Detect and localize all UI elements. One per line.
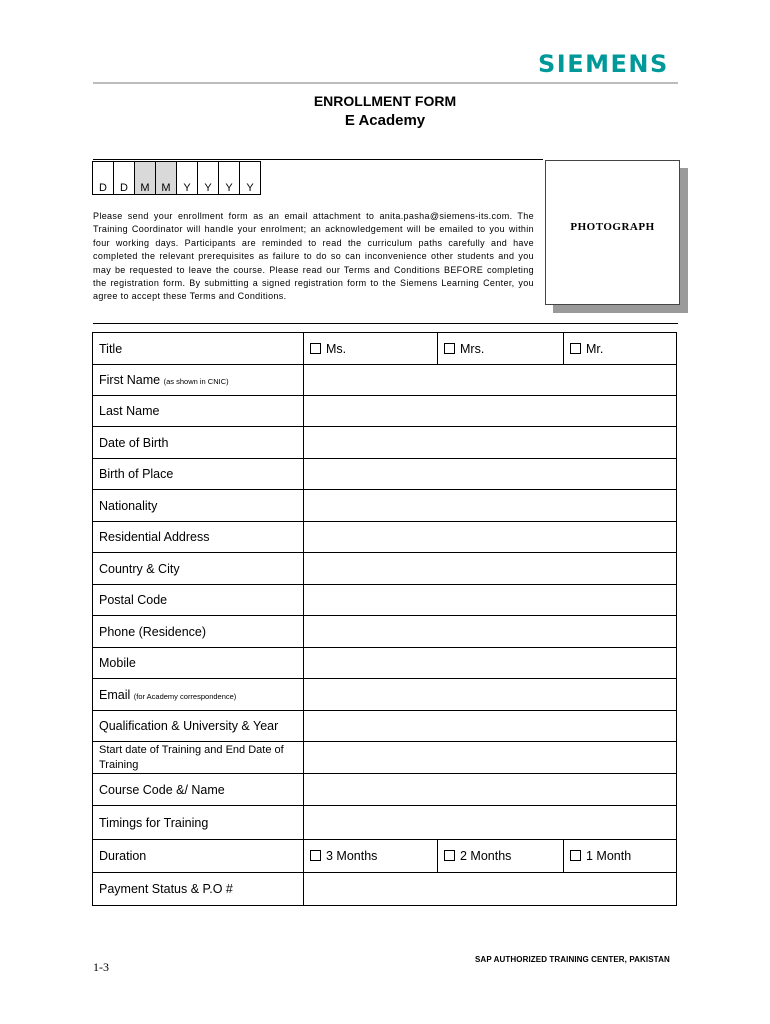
course-label: Course Code &/ Name: [93, 774, 304, 806]
label-note: (for Academy correspondence): [133, 691, 237, 701]
footer-text: SAP AUTHORIZED TRAINING CENTER, PAKISTAN: [475, 955, 670, 964]
training-dates-label: Start date of Training and End Date of Training: [93, 742, 304, 774]
date-cell[interactable]: [240, 162, 261, 179]
last-name-label: Last Name: [93, 396, 304, 427]
title-option-ms[interactable]: [304, 333, 438, 365]
date-label-d: D: [93, 178, 114, 195]
timings-field[interactable]: [304, 806, 677, 840]
checkbox-icon[interactable]: [444, 343, 455, 354]
checkbox-icon[interactable]: [310, 343, 321, 354]
table-row: [93, 585, 677, 616]
mobile-field[interactable]: [304, 648, 677, 679]
country-city-field[interactable]: [304, 553, 677, 585]
date-label-y: Y: [177, 178, 198, 195]
birth-place-field[interactable]: [304, 459, 677, 490]
option-label: Mrs.: [460, 341, 485, 356]
date-cell[interactable]: [198, 162, 219, 179]
nationality-field[interactable]: [304, 490, 677, 522]
label-text: Email: [99, 687, 131, 702]
table-row: [93, 679, 677, 711]
date-label-y: Y: [219, 178, 240, 195]
table-row: [93, 840, 677, 873]
section-rule: [93, 323, 678, 324]
title-option-mr[interactable]: [564, 333, 677, 365]
table-row: [93, 522, 677, 553]
checkbox-icon[interactable]: [444, 850, 455, 861]
dob-field[interactable]: [304, 427, 677, 459]
postal-code-field[interactable]: [304, 585, 677, 616]
duration-option-3-months[interactable]: [304, 840, 438, 873]
payment-label: Payment Status & P.O #: [93, 873, 304, 906]
mobile-label: Mobile: [93, 648, 304, 679]
header-rule: [93, 82, 678, 84]
qualification-field[interactable]: [304, 711, 677, 742]
option-label: Ms.: [326, 341, 347, 356]
option-label: 2 Months: [460, 849, 512, 863]
date-cell[interactable]: [93, 162, 114, 179]
table-row: [93, 774, 677, 806]
table-row: [93, 427, 677, 459]
table-row: [93, 333, 677, 365]
label-note: (as shown in CNIC): [163, 377, 229, 386]
label-text: First Name: [99, 373, 161, 387]
date-label-y: Y: [198, 178, 219, 195]
table-row: [93, 616, 677, 648]
table-row: [93, 648, 677, 679]
date-cell[interactable]: [219, 162, 240, 179]
date-rule: [93, 159, 543, 160]
duration-option-1-month[interactable]: [564, 840, 677, 873]
training-dates-field[interactable]: [304, 742, 677, 774]
date-cell[interactable]: [135, 162, 156, 179]
country-city-label: Country & City: [93, 553, 304, 585]
date-field[interactable]: [92, 161, 261, 195]
email-field[interactable]: [304, 679, 677, 711]
address-label: Residential Address: [93, 522, 304, 553]
checkbox-icon[interactable]: [570, 343, 581, 354]
table-row: [93, 396, 677, 427]
duration-option-2-months[interactable]: [438, 840, 564, 873]
form-title: ENROLLMENT FORM: [313, 93, 457, 109]
date-label-y: Y: [240, 178, 261, 195]
course-field[interactable]: [304, 774, 677, 806]
phone-field[interactable]: [304, 616, 677, 648]
photograph-label: PHOTOGRAPH: [570, 221, 655, 233]
date-label-d: D: [114, 178, 135, 195]
siemens-logo: SIEMENS: [538, 50, 669, 78]
option-label: 3 Months: [326, 849, 378, 863]
form-subtitle: E Academy: [344, 112, 426, 129]
date-label-m: M: [156, 178, 177, 195]
first-name-label: [93, 365, 304, 396]
qualification-label: Qualification & University & Year: [93, 711, 304, 742]
form-title-block: [0, 91, 770, 131]
dob-label: Date of Birth: [93, 427, 304, 459]
table-row: [93, 365, 677, 396]
table-row: [93, 873, 677, 906]
birth-place-label: Birth of Place: [93, 459, 304, 490]
table-row: [93, 711, 677, 742]
date-cell[interactable]: [177, 162, 198, 179]
date-cell[interactable]: [156, 162, 177, 179]
enrollment-table: [92, 332, 677, 906]
timings-label: Timings for Training: [93, 806, 304, 840]
photograph-box[interactable]: [545, 160, 680, 305]
address-field[interactable]: [304, 522, 677, 553]
title-option-mrs[interactable]: [438, 333, 564, 365]
table-row: [93, 806, 677, 840]
duration-label: Duration: [93, 840, 304, 873]
page-number: 1-3: [93, 960, 109, 974]
email-label: [93, 679, 304, 711]
checkbox-icon[interactable]: [570, 850, 581, 861]
option-label: Mr.: [586, 341, 604, 356]
title-label: Title: [93, 333, 304, 365]
date-cell[interactable]: [114, 162, 135, 179]
instructions-paragraph: Please send your enrollment form as an email attachment to anita.pasha@siemens-its.com. The Training Coordinator will handle your enrolment; an acknowledgement will be emailed to you within four working days. Participants are reminded to read the curriculum paths carefully and have completed the relevant prerequisites as failure to do so can inconvenience other students and you may be requested to leave the course. Please read our Terms and Conditions BEFORE completing the registration form. By submitting a signed registration form to the Siemens Learning Center, you agree to accept these Terms and Conditions.: [93, 211, 534, 302]
date-label-m: M: [135, 178, 156, 195]
first-name-field[interactable]: [304, 365, 677, 396]
table-row: [93, 490, 677, 522]
checkbox-icon[interactable]: [310, 850, 321, 861]
payment-field[interactable]: [304, 873, 677, 906]
table-row: [93, 553, 677, 585]
table-row: [93, 742, 677, 774]
phone-label: Phone (Residence): [93, 616, 304, 648]
option-label: 1 Month: [586, 849, 632, 863]
postal-code-label: Postal Code: [93, 585, 304, 616]
last-name-field[interactable]: [304, 396, 677, 427]
table-row: [93, 459, 677, 490]
nationality-label: Nationality: [93, 490, 304, 522]
